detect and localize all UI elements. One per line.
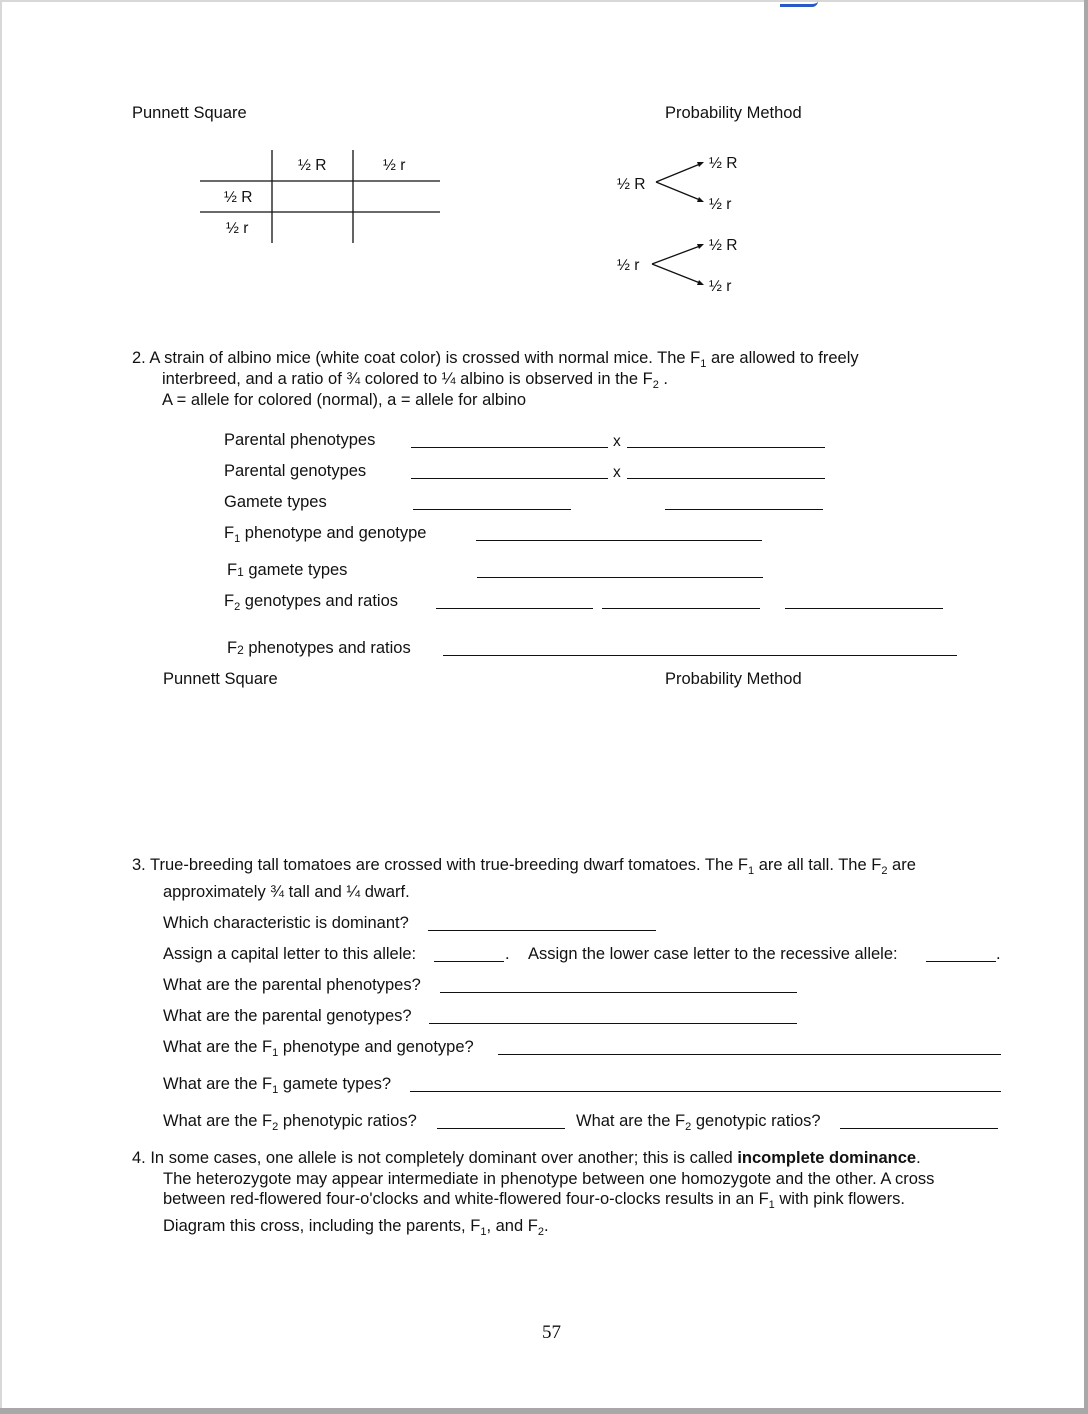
q3-f1-phenotype-label: What are the $F_1$ phenotype and genotype? — [163, 1038, 474, 1059]
q4-line-2: The heterozygote may appear intermediate in phenotype between one homozygote and the other. A cross — [163, 1170, 935, 1188]
q2-f2-genotype-blank-2[interactable] — [602, 608, 760, 609]
q2-parental-genotype-blank-2[interactable] — [627, 478, 825, 479]
tree-branch-2b — [652, 264, 700, 283]
probability-method-label: Probability Method — [665, 104, 802, 122]
punnett-row-header-2: ½ r — [226, 220, 249, 237]
q2-f2-genotypes-label: $F_2$ genotypes and ratios — [224, 592, 398, 613]
q2-cross-symbol-1: x — [613, 433, 621, 450]
q2-gamete-blank-2[interactable] — [665, 509, 823, 510]
q3-f1-gamete-label: What are the $F_1$ gamete types? — [163, 1075, 392, 1096]
q3-f2-genotypic-blank[interactable] — [840, 1128, 998, 1129]
q2-parental-genotypes-label: Parental genotypes — [224, 462, 367, 480]
q2-gamete-types-label: Gamete types — [224, 493, 327, 511]
q3-line-2: approximately ¾ tall and ¼ dwarf. — [163, 883, 410, 901]
q4-line-4: Diagram this cross, including the parents, $F_1$, and $F_2$. — [163, 1217, 549, 1238]
arrowhead-2b — [697, 280, 704, 285]
q3-parental-phenotypes-blank[interactable] — [440, 992, 797, 993]
q3-assign-lower-label: Assign the lower case letter to the recessive allele: — [528, 945, 898, 963]
q2-cross-symbol-2: x — [613, 464, 621, 481]
q2-parental-phenotypes-label: Parental phenotypes — [224, 431, 376, 449]
q3-dominant-label: Which characteristic is dominant? — [163, 914, 409, 932]
tree-root-1: ½ R — [617, 176, 646, 193]
q4-line-3: between red-flowered four-o'clocks and white-flowered four-o-clocks results in an $F_1$ with pink flowers. — [163, 1190, 906, 1211]
q3-f2-phenotypic-blank[interactable] — [437, 1128, 565, 1129]
q2-line-2: interbreed, and a ratio of ¾ colored to ¼ albino is observed in the $F_2$ . — [162, 370, 669, 391]
q3-f1-gamete-blank[interactable] — [410, 1091, 1001, 1092]
q3-period-2: . — [996, 945, 1001, 963]
arrowhead-1a — [697, 162, 704, 167]
q3-f2-genotypic-label: What are the $F_2$ genotypic ratios? — [576, 1112, 821, 1133]
q2-line-3: A = allele for colored (normal), a = allele for albino — [162, 391, 527, 409]
tree-branch-1b — [656, 182, 700, 200]
q2-f1-gamete-types-blank[interactable] — [477, 577, 763, 578]
q2-f1-phenotype-genotype-label: $F_1$ phenotype and genotype — [224, 524, 427, 545]
q3-parental-genotypes-label: What are the parental genotypes? — [163, 1007, 412, 1025]
tree-leaf-1a: ½ R — [709, 155, 738, 172]
q3-capital-blank[interactable] — [434, 961, 504, 962]
tree-leaf-1b: ½ r — [709, 196, 732, 213]
tree-root-2: ½ r — [617, 257, 640, 274]
punnett-col-header-1: ½ R — [298, 157, 327, 174]
q2-parental-phenotype-blank-1[interactable] — [411, 447, 608, 448]
q2-f2-genotype-blank-3[interactable] — [785, 608, 943, 609]
punnett-row-header-1: ½ R — [224, 189, 253, 206]
punnett-square-label: Punnett Square — [132, 104, 247, 122]
tree-branch-1a — [656, 164, 700, 182]
q3-assign-capital-label: Assign a capital letter to this allele: — [163, 945, 417, 963]
q2-line-1: 2. A strain of albino mice (white coat color) is crossed with normal mice. The $F_1$ are allowed to freely — [132, 349, 859, 370]
q3-period-1: . — [505, 945, 510, 963]
punnett-col-header-2: ½ r — [383, 157, 406, 174]
q2-f2-phenotypes-blank[interactable] — [443, 655, 957, 656]
arrowhead-1b — [697, 197, 704, 202]
tree-branch-2a — [652, 246, 700, 264]
q2-gamete-blank-1[interactable] — [413, 509, 571, 510]
q2-punnett-square-label: Punnett Square — [163, 670, 278, 688]
tree-leaf-2b: ½ r — [709, 278, 732, 295]
q3-f2-phenotypic-label: What are the $F_2$ phenotypic ratios? — [163, 1112, 417, 1133]
q3-line-1: 3. True-breeding tall tomatoes are crossed with true-breeding dwarf tomatoes. The $F_1$ are all tall. The $F_2$ are — [132, 856, 916, 877]
q2-f1-gamete-types-label: F1 gamete types — [227, 561, 348, 579]
q2-f2-phenotypes-label: F2 phenotypes and ratios — [227, 639, 411, 657]
q3-dominant-blank[interactable] — [428, 930, 656, 931]
page-number: 57 — [542, 1322, 561, 1343]
q3-parental-genotypes-blank[interactable] — [429, 1023, 797, 1024]
q3-f1-phenotype-blank[interactable] — [498, 1054, 1001, 1055]
q2-parental-genotype-blank-1[interactable] — [411, 478, 608, 479]
arrowhead-2a — [697, 244, 704, 249]
tree-leaf-2a: ½ R — [709, 237, 738, 254]
q2-probability-method-label: Probability Method — [665, 670, 802, 688]
q2-f2-genotype-blank-1[interactable] — [436, 608, 593, 609]
q3-lower-blank[interactable] — [926, 961, 996, 962]
q3-parental-phenotypes-label: What are the parental phenotypes? — [163, 976, 421, 994]
q4-line-1: 4. In some cases, one allele is not completely dominant over another; this is called incomplete dominance. — [132, 1149, 921, 1167]
q2-f1-phenotype-genotype-blank[interactable] — [476, 540, 762, 541]
q2-parental-phenotype-blank-2[interactable] — [627, 447, 825, 448]
